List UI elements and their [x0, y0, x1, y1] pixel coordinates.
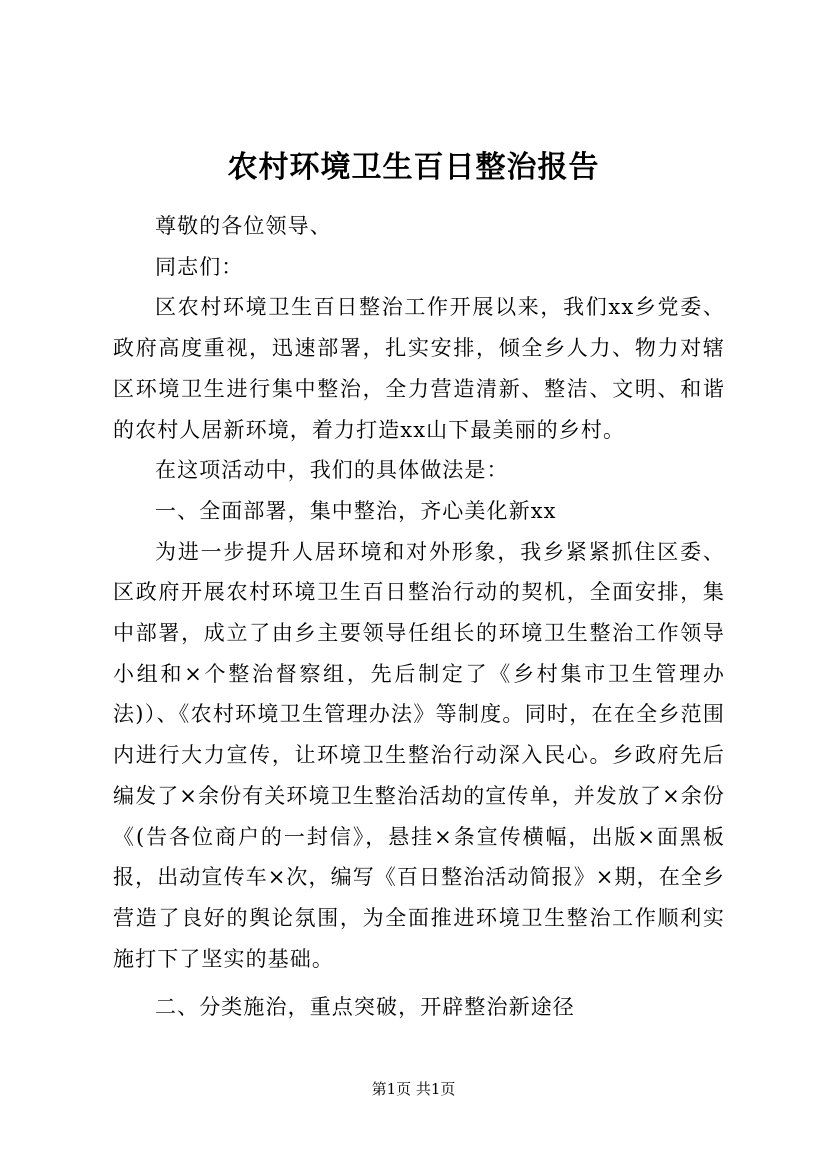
- section-heading-1: 一、全面部署，集中整治，齐心美化新xx: [155, 498, 557, 523]
- section-1-paragraph: 为进一步提升人居环境和对外形象，我乡紧紧抓住区委、区政府开展农村环境卫生百日整治行动的契机，全面安排，集中部署，成立了由乡主要领导任组长的环境卫生整治工作领导小组和×个整治督察组，先后制定了《乡村集市卫生管理办法)）、《农村环境卫生管理办法》等制度。同时，在在全乡范围内进行大力宣传，让环境卫生整治行动深入民心。乡政府先后编发了×余份有关环境卫生整治活劫的宣传单，并发放了×余份《(告各位商户的一封信》，悬挂×条宣传横幅，出版×面黑板报，出动宣传车×次，编写《百日整治活动简报》×期，在全乡营造了良好的舆论氛围，为全面推进环境卫生整治工作顺利实施打下了坚实的基础。: [113, 539, 725, 971]
- salutation-line-2: 同志们：: [155, 254, 244, 279]
- method-intro-paragraph: 在这项活动中，我们的具体做法是：: [155, 458, 509, 483]
- document-title: 农村环境卫生百日整治报告: [227, 150, 600, 185]
- page-footer: 第1页 共1页: [371, 1080, 456, 1098]
- document-body: [113, 206, 725, 1028]
- salutation-line-1: 尊敬的各位领导、: [155, 214, 332, 238]
- section-heading-2: 二、分类施治，重点突破，开辟整治新途径: [155, 995, 575, 1020]
- intro-paragraph: 区农村环境卫生百日整治工作开展以来，我们xx乡党委、政府高度重视，迅速部署，扎实安排，倾全乡人力、物力对辖区环境卫生进行集中整治，全力营造清新、整洁、文明、和谐的农村人居新环境，着力打造xx山下最美丽的乡村。: [113, 295, 725, 442]
